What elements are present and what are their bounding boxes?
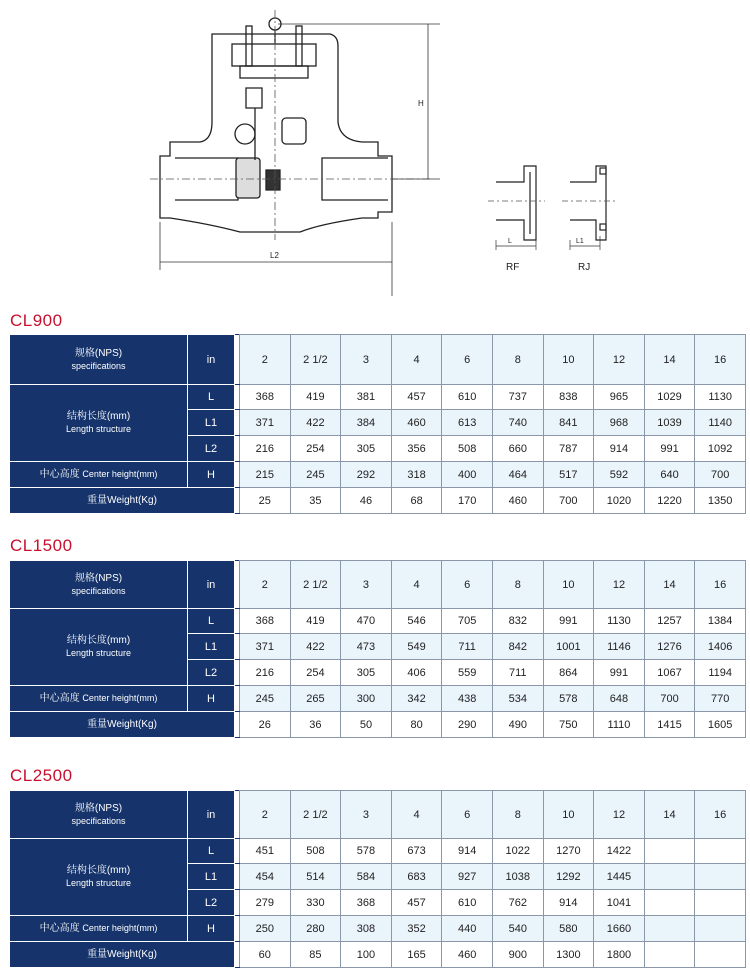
size-cell: 3 xyxy=(341,791,392,839)
size-cell: 3 xyxy=(341,561,392,609)
table-cell: 1194 xyxy=(695,660,746,686)
in-header: in xyxy=(188,791,235,839)
table-cell: 991 xyxy=(644,436,695,462)
table-cell: 470 xyxy=(341,609,392,634)
table-cell: 1300 xyxy=(543,942,594,968)
table-cell: 250 xyxy=(240,916,291,942)
table-cell: 245 xyxy=(290,462,341,488)
table-cell: 787 xyxy=(543,436,594,462)
row-h-header: H xyxy=(188,916,235,942)
size-cell: 16 xyxy=(695,561,746,609)
table-cell xyxy=(695,864,746,890)
table-cell: 914 xyxy=(543,890,594,916)
table-cell: 991 xyxy=(594,660,645,686)
table-cell: 342 xyxy=(391,686,442,712)
table-cell: 440 xyxy=(442,916,493,942)
table-cell: 457 xyxy=(391,385,442,410)
spec-header: 规格(NPS) specifications xyxy=(10,335,188,385)
table-cell: 610 xyxy=(442,385,493,410)
table-cell: 80 xyxy=(391,712,442,738)
row-l1-header: L1 xyxy=(188,410,235,436)
table-cell: 673 xyxy=(391,839,442,864)
table-cell: 965 xyxy=(594,385,645,410)
table-cell: 740 xyxy=(492,410,543,436)
table-cell: 1038 xyxy=(492,864,543,890)
size-cell: 12 xyxy=(594,335,645,385)
table-cell: 914 xyxy=(594,436,645,462)
table-cell: 368 xyxy=(341,890,392,916)
table-cell: 85 xyxy=(290,942,341,968)
size-cell: 4 xyxy=(391,791,442,839)
table-cell: 610 xyxy=(442,890,493,916)
table-cell: 356 xyxy=(391,436,442,462)
row-l-header: L xyxy=(188,385,235,410)
spec-table-cl1500 xyxy=(9,560,746,738)
size-cell: 12 xyxy=(594,561,645,609)
table-cell: 371 xyxy=(240,410,291,436)
table-cell: 406 xyxy=(391,660,442,686)
table-cell: 578 xyxy=(543,686,594,712)
row-l1-header: L1 xyxy=(188,864,235,890)
table-cell: 1220 xyxy=(644,488,695,514)
center-height-header: 中心高度 Center height(mm) xyxy=(10,462,188,488)
table-cell: 308 xyxy=(341,916,392,942)
table-cell: 419 xyxy=(290,385,341,410)
table-cell: 914 xyxy=(442,839,493,864)
table-cell: 473 xyxy=(341,634,392,660)
length-header: 结构长度(mm) Length structure xyxy=(10,609,188,686)
table-cell: 1146 xyxy=(594,634,645,660)
table-cell: 454 xyxy=(240,864,291,890)
table-cell: 419 xyxy=(290,609,341,634)
table-cell: 422 xyxy=(290,410,341,436)
table-cell: 352 xyxy=(391,916,442,942)
table-cell: 280 xyxy=(290,916,341,942)
size-cell: 4 xyxy=(391,335,442,385)
table-cell: 578 xyxy=(341,839,392,864)
table-cell: 1406 xyxy=(695,634,746,660)
rj-label: RJ xyxy=(578,262,591,273)
size-cell: 10 xyxy=(543,335,594,385)
table-cell: 1029 xyxy=(644,385,695,410)
table-cell: 864 xyxy=(543,660,594,686)
table-cell: 68 xyxy=(391,488,442,514)
size-cell: 6 xyxy=(442,791,493,839)
table-cell: 514 xyxy=(290,864,341,890)
table-cell: 1384 xyxy=(695,609,746,634)
table-cell: 422 xyxy=(290,634,341,660)
table-cell: 842 xyxy=(492,634,543,660)
dim-l1-label: L1 xyxy=(576,238,584,245)
table-cell: 368 xyxy=(240,385,291,410)
spec-header: 规格(NPS) specifications xyxy=(10,561,188,609)
row-l2-header: L2 xyxy=(188,660,235,686)
row-l2-header: L2 xyxy=(188,890,235,916)
rf-end-detail xyxy=(496,166,536,240)
table-cell: 254 xyxy=(290,436,341,462)
table-cell: 216 xyxy=(240,436,291,462)
table-cell: 1130 xyxy=(594,609,645,634)
table-cell: 50 xyxy=(341,712,392,738)
row-h-header: H xyxy=(188,686,235,712)
size-cell: 2 xyxy=(240,335,291,385)
spec-table-cl2500 xyxy=(9,790,746,968)
table-cell: 546 xyxy=(391,609,442,634)
table-cell: 1039 xyxy=(644,410,695,436)
spec-table-cl900 xyxy=(9,334,746,514)
table-cell xyxy=(644,942,695,968)
size-cell: 14 xyxy=(644,561,695,609)
table-cell: 1276 xyxy=(644,634,695,660)
table-cell: 683 xyxy=(391,864,442,890)
length-header: 结构长度(mm) Length structure xyxy=(10,839,188,916)
table-cell: 460 xyxy=(442,942,493,968)
table-cell xyxy=(644,916,695,942)
table-cell: 648 xyxy=(594,686,645,712)
table-cell: 1800 xyxy=(594,942,645,968)
size-cell: 8 xyxy=(492,791,543,839)
table-cell: 384 xyxy=(341,410,392,436)
size-cell: 6 xyxy=(442,335,493,385)
table-cell xyxy=(695,942,746,968)
table-cell: 700 xyxy=(644,686,695,712)
table-cell: 700 xyxy=(695,462,746,488)
row-l-header: L xyxy=(188,839,235,864)
table-cell: 170 xyxy=(442,488,493,514)
section-title-cl1500: CL1500 xyxy=(10,536,73,555)
table-cell: 1445 xyxy=(594,864,645,890)
dim-l2-label: L2 xyxy=(270,251,279,260)
size-cell: 16 xyxy=(695,335,746,385)
table-cell: 517 xyxy=(543,462,594,488)
center-height-header: 中心高度 Center height(mm) xyxy=(10,686,188,712)
table-cell: 215 xyxy=(240,462,291,488)
in-header: in xyxy=(188,561,235,609)
table-cell: 216 xyxy=(240,660,291,686)
table-cell: 490 xyxy=(492,712,543,738)
table-cell: 559 xyxy=(442,660,493,686)
spec-header: 规格(NPS) specifications xyxy=(10,791,188,839)
table-cell: 1067 xyxy=(644,660,695,686)
table-cell: 26 xyxy=(240,712,291,738)
table-cell: 300 xyxy=(341,686,392,712)
table-cell: 762 xyxy=(492,890,543,916)
table-cell: 968 xyxy=(594,410,645,436)
size-cell: 6 xyxy=(442,561,493,609)
table-cell: 838 xyxy=(543,385,594,410)
table-cell xyxy=(644,864,695,890)
size-cell: 14 xyxy=(644,335,695,385)
table-cell xyxy=(644,839,695,864)
table-cell: 371 xyxy=(240,634,291,660)
table-cell: 451 xyxy=(240,839,291,864)
size-cell: 12 xyxy=(594,791,645,839)
table-cell: 1422 xyxy=(594,839,645,864)
table-cell: 464 xyxy=(492,462,543,488)
row-l1-header: L1 xyxy=(188,634,235,660)
table-cell: 640 xyxy=(644,462,695,488)
size-cell: 2 xyxy=(240,791,291,839)
table-cell: 1270 xyxy=(543,839,594,864)
table-cell: 290 xyxy=(442,712,493,738)
table-cell: 1660 xyxy=(594,916,645,942)
size-cell: 2 1/2 xyxy=(290,561,341,609)
table-cell: 165 xyxy=(391,942,442,968)
table-cell: 460 xyxy=(391,410,442,436)
rj-end-detail xyxy=(570,166,606,240)
row-l-header: L xyxy=(188,609,235,634)
table-cell xyxy=(695,839,746,864)
section-title-cl900: CL900 xyxy=(10,311,63,330)
weight-header: 重量Weight(Kg) xyxy=(10,488,235,514)
table-cell xyxy=(644,890,695,916)
table-cell: 534 xyxy=(492,686,543,712)
table-cell: 540 xyxy=(492,916,543,942)
table-cell: 613 xyxy=(442,410,493,436)
table-cell: 711 xyxy=(492,660,543,686)
table-cell: 368 xyxy=(240,609,291,634)
table-cell: 46 xyxy=(341,488,392,514)
table-cell: 580 xyxy=(543,916,594,942)
table-cell: 305 xyxy=(341,436,392,462)
center-height-header: 中心高度 Center height(mm) xyxy=(10,916,188,942)
size-cell: 2 1/2 xyxy=(290,791,341,839)
table-cell: 35 xyxy=(290,488,341,514)
table-cell: 1041 xyxy=(594,890,645,916)
weight-header: 重量Weight(Kg) xyxy=(10,712,235,738)
table-cell: 245 xyxy=(240,686,291,712)
in-header: in xyxy=(188,335,235,385)
table-cell: 1140 xyxy=(695,410,746,436)
table-cell xyxy=(695,916,746,942)
row-l2-header: L2 xyxy=(188,436,235,462)
table-cell: 1605 xyxy=(695,712,746,738)
size-cell: 2 1/2 xyxy=(290,335,341,385)
table-cell: 1110 xyxy=(594,712,645,738)
table-cell xyxy=(695,890,746,916)
table-cell: 438 xyxy=(442,686,493,712)
table-cell: 1001 xyxy=(543,634,594,660)
table-cell: 700 xyxy=(543,488,594,514)
length-header: 结构长度(mm) Length structure xyxy=(10,385,188,462)
table-cell: 592 xyxy=(594,462,645,488)
table-cell: 549 xyxy=(391,634,442,660)
table-cell: 305 xyxy=(341,660,392,686)
size-cell: 4 xyxy=(391,561,442,609)
table-cell: 279 xyxy=(240,890,291,916)
table-cell: 457 xyxy=(391,890,442,916)
table-cell: 254 xyxy=(290,660,341,686)
table-cell: 705 xyxy=(442,609,493,634)
table-cell: 25 xyxy=(240,488,291,514)
table-cell: 292 xyxy=(341,462,392,488)
weight-header: 重量Weight(Kg) xyxy=(10,942,235,968)
table-cell: 1022 xyxy=(492,839,543,864)
table-cell: 770 xyxy=(695,686,746,712)
table-cell: 1092 xyxy=(695,436,746,462)
table-cell: 1292 xyxy=(543,864,594,890)
table-cell: 991 xyxy=(543,609,594,634)
table-cell: 60 xyxy=(240,942,291,968)
table-cell: 330 xyxy=(290,890,341,916)
dim-l-label: L xyxy=(508,238,512,245)
table-cell: 265 xyxy=(290,686,341,712)
table-cell: 832 xyxy=(492,609,543,634)
table-cell: 737 xyxy=(492,385,543,410)
table-cell: 841 xyxy=(543,410,594,436)
table-cell: 1130 xyxy=(695,385,746,410)
size-cell: 3 xyxy=(341,335,392,385)
table-cell: 100 xyxy=(341,942,392,968)
table-cell: 400 xyxy=(442,462,493,488)
valve-drawing xyxy=(0,0,750,300)
table-cell: 1020 xyxy=(594,488,645,514)
table-cell: 36 xyxy=(290,712,341,738)
table-cell: 1257 xyxy=(644,609,695,634)
dim-h-label: H xyxy=(418,99,424,108)
table-cell: 1415 xyxy=(644,712,695,738)
table-cell: 460 xyxy=(492,488,543,514)
table-cell: 900 xyxy=(492,942,543,968)
table-cell: 381 xyxy=(341,385,392,410)
table-cell: 711 xyxy=(442,634,493,660)
size-cell: 8 xyxy=(492,561,543,609)
size-cell: 2 xyxy=(240,561,291,609)
table-cell: 318 xyxy=(391,462,442,488)
table-cell: 927 xyxy=(442,864,493,890)
table-cell: 750 xyxy=(543,712,594,738)
size-cell: 8 xyxy=(492,335,543,385)
table-cell: 508 xyxy=(290,839,341,864)
size-cell: 10 xyxy=(543,791,594,839)
row-h-header: H xyxy=(188,462,235,488)
table-cell: 508 xyxy=(442,436,493,462)
rf-label: RF xyxy=(506,262,520,273)
table-cell: 1350 xyxy=(695,488,746,514)
section-title-cl2500: CL2500 xyxy=(10,766,73,785)
table-cell: 584 xyxy=(341,864,392,890)
table-cell: 660 xyxy=(492,436,543,462)
size-cell: 10 xyxy=(543,561,594,609)
size-cell: 16 xyxy=(695,791,746,839)
size-cell: 14 xyxy=(644,791,695,839)
